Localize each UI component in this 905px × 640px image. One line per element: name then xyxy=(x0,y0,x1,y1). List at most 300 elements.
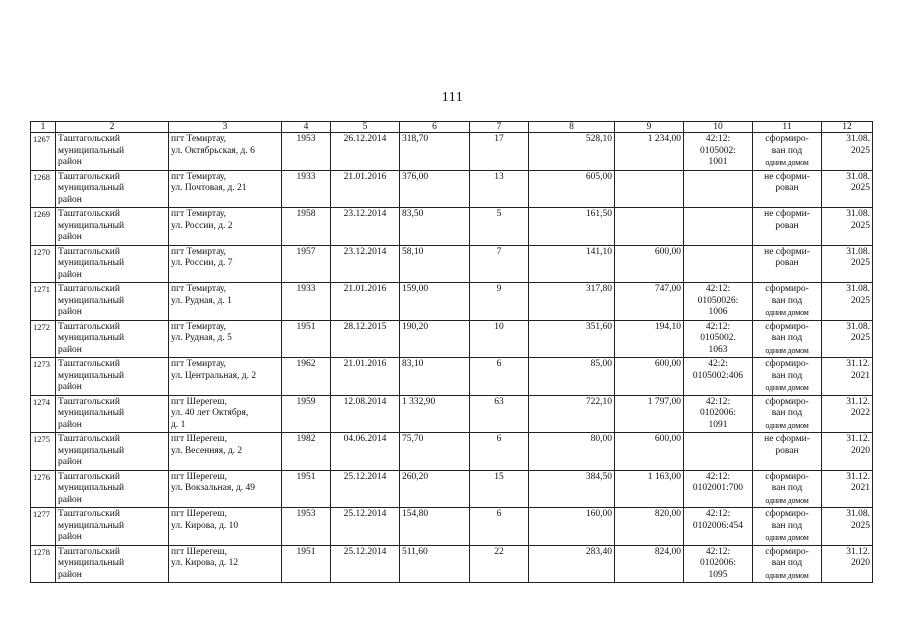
cadastral-number-cell xyxy=(684,395,753,433)
cadastral-number-cell-line: 1006 xyxy=(708,307,728,317)
land-status-cell-line: сформиро- xyxy=(765,509,809,519)
area-cell: 75,70 xyxy=(400,433,470,471)
district-cell-line: Таштагольский xyxy=(58,434,120,444)
land-status-cell-line: сформиро- xyxy=(765,321,809,332)
address-cell xyxy=(169,395,282,433)
district-cell xyxy=(56,470,169,508)
cadastral-number-cell-line: 0105002. xyxy=(700,333,736,343)
column-header-2: 2 xyxy=(56,122,169,133)
land-status-cell-line: ван под xyxy=(771,558,803,568)
land-status-cell-line: одним домом xyxy=(765,383,809,392)
total-area-cell: 80,00 xyxy=(529,433,615,471)
land-status-cell xyxy=(753,470,822,508)
district-cell-line: район xyxy=(58,494,82,505)
resettlement-term-cell-line: 31.08. xyxy=(846,134,870,144)
address-cell-line: ул. Октябрьская, д. 6 xyxy=(171,145,255,156)
address-cell-line: пгт Темиртау, xyxy=(171,359,227,369)
land-status-cell-line: рован xyxy=(775,183,799,193)
land-status-cell xyxy=(753,320,822,358)
table-row xyxy=(31,433,873,471)
resettlement-term-cell-line: 2021 xyxy=(851,483,870,493)
total-area-cell: 384,50 xyxy=(529,470,615,508)
address-cell-line: ул. Весенняя, д. 2 xyxy=(171,445,243,456)
row-number: 1272 xyxy=(31,320,56,358)
land-status-cell xyxy=(753,395,822,433)
address-cell-line: ул. Кирова, д. 10 xyxy=(171,520,239,531)
land-area-cell xyxy=(615,208,684,246)
residents-cell: 6 xyxy=(470,508,529,546)
recognition-date-cell: 12.08.2014 xyxy=(331,395,400,433)
table-row xyxy=(31,320,873,358)
resettlement-term-cell-line: 31.08. xyxy=(846,171,870,182)
land-area-cell: 600,00 xyxy=(615,358,684,396)
resettlement-term-cell-line: 2025 xyxy=(851,220,870,231)
land-area-cell: 820,00 xyxy=(615,508,684,546)
cadastral-number-cell-line: 42:12: xyxy=(705,321,731,332)
address-cell-line: пгт Темиртау, xyxy=(171,284,227,294)
land-status-cell-line: одним домом xyxy=(765,345,809,355)
land-status-cell-line: рован xyxy=(775,220,799,231)
district-cell-line: Таштагольский xyxy=(58,359,120,369)
residents-cell: 9 xyxy=(470,283,529,321)
land-area-cell: 600,00 xyxy=(615,433,684,471)
district-cell-line: муниципальный xyxy=(58,370,125,381)
district-cell-line: район xyxy=(58,532,82,542)
land-status-cell-line: сформиро- xyxy=(765,396,809,407)
resettlement-term-cell-line: 31.08. xyxy=(846,509,870,519)
cadastral-number-cell xyxy=(684,358,753,396)
land-status-cell-line: рован xyxy=(775,258,799,268)
address-cell-line: ул. Кирова, д. 12 xyxy=(171,558,239,568)
cadastral-number-cell-line: 0105002: xyxy=(700,145,736,156)
address-cell xyxy=(169,470,282,508)
district-cell xyxy=(56,545,169,583)
district-cell xyxy=(56,208,169,246)
cadastral-number-cell-line: 1063 xyxy=(708,344,728,355)
district-cell-line: район xyxy=(58,307,82,317)
year-built-cell: 1933 xyxy=(282,170,331,208)
district-cell-line: район xyxy=(58,382,82,392)
district-cell xyxy=(56,508,169,546)
recognition-date-cell: 25.12.2014 xyxy=(331,508,400,546)
cadastral-number-cell xyxy=(684,508,753,546)
recognition-date-cell: 26.12.2014 xyxy=(331,133,400,171)
area-cell: 83,10 xyxy=(400,358,470,396)
resettlement-term-cell xyxy=(822,395,873,433)
column-header-1: 1 xyxy=(31,122,56,133)
land-status-cell xyxy=(753,358,822,396)
land-status-cell xyxy=(753,170,822,208)
area-cell: 511,60 xyxy=(400,545,470,583)
district-cell-line: муниципальный xyxy=(58,445,125,456)
land-area-cell: 194,10 xyxy=(615,320,684,358)
land-status-cell-line: ван под xyxy=(771,483,803,493)
table-row xyxy=(31,545,873,583)
resettlement-term-cell-line: 2020 xyxy=(851,445,870,456)
district-cell-line: Таштагольский xyxy=(58,134,120,144)
district-cell-line: муниципальный xyxy=(58,295,125,306)
address-cell-line: д. 1 xyxy=(171,419,186,430)
land-status-cell-line: сформиро- xyxy=(765,359,809,369)
district-cell-line: район xyxy=(58,457,82,467)
resettlement-term-cell-line: 31.12. xyxy=(846,471,870,482)
resettlement-term-cell-line: 2025 xyxy=(851,295,870,306)
cadastral-number-cell xyxy=(684,208,753,246)
recognition-date-cell: 21.01.2016 xyxy=(331,283,400,321)
resettlement-term-cell xyxy=(822,133,873,171)
address-cell-line: ул. России, д. 2 xyxy=(171,220,233,231)
resettlement-term-cell xyxy=(822,545,873,583)
resettlement-term-cell-line: 2020 xyxy=(851,558,870,568)
total-area-cell: 722,10 xyxy=(529,395,615,433)
land-area-cell: 747,00 xyxy=(615,283,684,321)
cadastral-number-cell-line: 42:12: xyxy=(705,546,731,557)
area-cell: 83,50 xyxy=(400,208,470,246)
address-cell-line: пгт Темиртау, xyxy=(171,209,227,219)
year-built-cell: 1951 xyxy=(282,470,331,508)
residents-cell: 6 xyxy=(470,433,529,471)
cadastral-number-cell-line: 1001 xyxy=(708,157,728,167)
resettlement-term-cell xyxy=(822,283,873,321)
year-built-cell: 1958 xyxy=(282,208,331,246)
table-row xyxy=(31,170,873,208)
resettlement-term-cell-line: 2021 xyxy=(851,370,870,381)
land-status-cell xyxy=(753,545,822,583)
land-area-cell: 824,00 xyxy=(615,545,684,583)
cadastral-number-cell-line: 42:12: xyxy=(705,284,731,294)
district-cell xyxy=(56,320,169,358)
address-cell-line: пгт Темиртау, xyxy=(171,321,227,332)
resettlement-term-cell-line: 31.12. xyxy=(846,396,870,407)
table-row xyxy=(31,470,873,508)
address-cell xyxy=(169,545,282,583)
cadastral-number-cell xyxy=(684,170,753,208)
total-area-cell: 528,10 xyxy=(529,133,615,171)
column-header-9: 9 xyxy=(615,122,684,133)
district-cell-line: Таштагольский xyxy=(58,209,120,219)
column-header-11: 11 xyxy=(753,122,822,133)
address-cell xyxy=(169,508,282,546)
address-cell xyxy=(169,170,282,208)
district-cell-line: район xyxy=(58,569,82,580)
land-status-cell-line: одним домом xyxy=(765,533,809,542)
district-cell-line: муниципальный xyxy=(58,145,125,156)
land-status-cell xyxy=(753,508,822,546)
page-number: 111 xyxy=(441,90,464,105)
district-cell-line: Таштагольский xyxy=(58,321,120,332)
residents-cell: 15 xyxy=(470,470,529,508)
land-status-cell-line: одним домом xyxy=(765,158,809,167)
address-cell-line: ул. Вокзальная, д. 49 xyxy=(171,483,256,493)
residents-cell: 22 xyxy=(470,545,529,583)
land-status-cell-line: одним домом xyxy=(765,420,809,430)
table-row xyxy=(31,245,873,283)
recognition-date-cell: 23.12.2014 xyxy=(331,245,400,283)
land-status-cell xyxy=(753,208,822,246)
area-cell: 154,80 xyxy=(400,508,470,546)
total-area-cell: 351,60 xyxy=(529,320,615,358)
resettlement-term-cell-line: 2025 xyxy=(851,520,870,531)
district-cell-line: муниципальный xyxy=(58,220,125,231)
address-cell-line: пгт Темиртау, xyxy=(171,134,227,144)
address-cell-line: ул. Рудная, д. 5 xyxy=(171,333,232,343)
cadastral-number-cell-line: 0102006:454 xyxy=(692,520,744,531)
cadastral-number-cell-line: 42:12: xyxy=(705,134,731,144)
district-cell-line: район xyxy=(58,344,82,355)
resettlement-term-cell-line: 31.08. xyxy=(846,321,870,332)
column-header-12: 12 xyxy=(822,122,873,133)
table-row xyxy=(31,358,873,396)
resettlement-term-cell xyxy=(822,433,873,471)
resettlement-term-cell-line: 2025 xyxy=(851,183,870,193)
address-cell-line: ул. Почтовая, д. 21 xyxy=(171,183,247,193)
recognition-date-cell: 25.12.2014 xyxy=(331,470,400,508)
resettlement-term-cell-line: 2025 xyxy=(851,333,870,343)
district-cell xyxy=(56,395,169,433)
resettlement-term-cell xyxy=(822,208,873,246)
year-built-cell: 1982 xyxy=(282,433,331,471)
district-cell xyxy=(56,433,169,471)
district-cell-line: муниципальный xyxy=(58,258,125,268)
recognition-date-cell: 28.12.2015 xyxy=(331,320,400,358)
district-cell-line: муниципальный xyxy=(58,333,125,343)
land-status-cell xyxy=(753,433,822,471)
district-cell-line: Таштагольский xyxy=(58,246,120,257)
recognition-date-cell: 25.12.2014 xyxy=(331,545,400,583)
address-cell-line: пгт Шерегеш, xyxy=(171,434,227,444)
area-cell: 190,20 xyxy=(400,320,470,358)
column-header-6: 6 xyxy=(400,122,470,133)
resettlement-term-cell-line: 31.12. xyxy=(846,434,870,444)
cadastral-number-cell xyxy=(684,133,753,171)
district-cell-line: Таштагольский xyxy=(58,546,120,557)
resettlement-term-cell-line: 2025 xyxy=(851,145,870,156)
residents-cell: 10 xyxy=(470,320,529,358)
residents-cell: 13 xyxy=(470,170,529,208)
land-status-cell-line: сформиро- xyxy=(765,546,809,557)
row-number: 1274 xyxy=(31,395,56,433)
land-status-cell-line: сформиро- xyxy=(765,284,809,294)
recognition-date-cell: 04.06.2014 xyxy=(331,433,400,471)
total-area-cell: 161,50 xyxy=(529,208,615,246)
land-area-cell xyxy=(615,170,684,208)
year-built-cell: 1953 xyxy=(282,508,331,546)
land-status-cell-line: не сформи- xyxy=(764,246,810,257)
land-status-cell-line: не сформи- xyxy=(764,209,810,219)
cadastral-number-cell xyxy=(684,320,753,358)
table-row xyxy=(31,395,873,433)
district-cell-line: муниципальный xyxy=(58,520,125,531)
cadastral-number-cell-line: 0102006: xyxy=(700,558,736,568)
district-cell-line: Таштагольский xyxy=(58,509,120,519)
land-area-cell: 600,00 xyxy=(615,245,684,283)
land-status-cell-line: ван под xyxy=(771,370,803,381)
land-status-cell-line: одним домом xyxy=(765,570,809,580)
cadastral-number-cell-line: 42:12: xyxy=(705,471,731,482)
total-area-cell: 317,80 xyxy=(529,283,615,321)
district-cell-line: Таштагольский xyxy=(58,396,120,407)
year-built-cell: 1951 xyxy=(282,320,331,358)
residents-cell: 17 xyxy=(470,133,529,171)
recognition-date-cell: 21.01.2016 xyxy=(331,358,400,396)
cadastral-number-cell-line: 42:12: xyxy=(705,509,731,519)
row-number: 1276 xyxy=(31,470,56,508)
land-status-cell xyxy=(753,133,822,171)
resettlement-term-cell-line: 31.12. xyxy=(846,546,870,557)
district-cell-line: Таштагольский xyxy=(58,171,120,182)
row-number: 1277 xyxy=(31,508,56,546)
land-area-cell: 1 234,00 xyxy=(615,133,684,171)
land-status-cell-line: рован xyxy=(775,445,799,456)
residents-cell: 5 xyxy=(470,208,529,246)
address-cell-line: ул. 40 лет Октября, xyxy=(171,408,249,418)
district-cell xyxy=(56,283,169,321)
year-built-cell: 1962 xyxy=(282,358,331,396)
table-row xyxy=(31,508,873,546)
cadastral-number-cell xyxy=(684,245,753,283)
address-cell-line: ул. Рудная, д. 1 xyxy=(171,295,232,306)
cadastral-number-cell xyxy=(684,433,753,471)
resettlement-term-cell xyxy=(822,358,873,396)
address-cell-line: пгт Темиртау, xyxy=(171,246,227,257)
district-cell-line: Таштагольский xyxy=(58,284,120,294)
land-status-cell-line: не сформи- xyxy=(764,171,810,182)
land-status-cell-line: одним домом xyxy=(765,308,809,317)
address-cell xyxy=(169,208,282,246)
table-row xyxy=(31,208,873,246)
column-header-10: 10 xyxy=(684,122,753,133)
total-area-cell: 85,00 xyxy=(529,358,615,396)
resettlement-term-cell xyxy=(822,508,873,546)
row-number: 1273 xyxy=(31,358,56,396)
address-cell xyxy=(169,358,282,396)
land-area-cell: 1 163,00 xyxy=(615,470,684,508)
address-cell-line: ул. Центральная, д. 2 xyxy=(171,370,257,381)
cadastral-number-cell xyxy=(684,545,753,583)
column-header-5: 5 xyxy=(331,122,400,133)
resettlement-term-cell-line: 31.08. xyxy=(846,209,870,219)
area-cell: 58,10 xyxy=(400,245,470,283)
land-status-cell-line: не сформи- xyxy=(764,434,810,444)
cadastral-number-cell xyxy=(684,283,753,321)
housing-registry-table xyxy=(30,121,873,583)
address-cell xyxy=(169,433,282,471)
district-cell-line: муниципальный xyxy=(58,558,125,568)
total-area-cell: 283,40 xyxy=(529,545,615,583)
area-cell: 260,20 xyxy=(400,470,470,508)
district-cell-line: район xyxy=(58,232,82,242)
cadastral-number-cell-line: 0105002:406 xyxy=(692,370,744,381)
resettlement-term-cell xyxy=(822,320,873,358)
land-status-cell-line: ван под xyxy=(771,408,803,418)
row-number: 1267 xyxy=(31,133,56,171)
district-cell-line: район xyxy=(58,269,82,280)
year-built-cell: 1933 xyxy=(282,283,331,321)
row-number: 1268 xyxy=(31,170,56,208)
land-status-cell-line: сформиро- xyxy=(765,134,809,144)
table-body xyxy=(31,133,873,583)
land-area-cell: 1 797,00 xyxy=(615,395,684,433)
cadastral-number-cell-line: 0102001:700 xyxy=(692,483,744,493)
area-cell: 376,00 xyxy=(400,170,470,208)
district-cell-line: район xyxy=(58,157,82,167)
cadastral-number-cell xyxy=(684,470,753,508)
table-row xyxy=(31,133,873,171)
land-status-cell-line: ван под xyxy=(771,145,803,156)
district-cell xyxy=(56,358,169,396)
district-cell xyxy=(56,170,169,208)
address-cell-line: ул. России, д. 7 xyxy=(171,258,233,268)
land-status-cell xyxy=(753,283,822,321)
column-header-4: 4 xyxy=(282,122,331,133)
residents-cell: 63 xyxy=(470,395,529,433)
total-area-cell: 160,00 xyxy=(529,508,615,546)
row-number: 1270 xyxy=(31,245,56,283)
address-cell-line: пгт Шерегеш, xyxy=(171,396,227,407)
resettlement-term-cell-line: 2025 xyxy=(851,258,870,268)
land-status-cell xyxy=(753,245,822,283)
area-cell: 159,00 xyxy=(400,283,470,321)
header-row xyxy=(31,122,873,133)
district-cell xyxy=(56,133,169,171)
resettlement-term-cell xyxy=(822,245,873,283)
address-cell-line: пгт Шерегеш, xyxy=(171,546,227,557)
resettlement-term-cell-line: 31.08. xyxy=(846,284,870,294)
land-status-cell-line: сформиро- xyxy=(765,471,809,482)
address-cell xyxy=(169,133,282,171)
address-cell xyxy=(169,245,282,283)
year-built-cell: 1951 xyxy=(282,545,331,583)
resettlement-term-cell xyxy=(822,470,873,508)
column-header-8: 8 xyxy=(529,122,615,133)
district-cell-line: район xyxy=(58,194,82,205)
district-cell-line: муниципальный xyxy=(58,483,125,493)
column-header-7: 7 xyxy=(470,122,529,133)
address-cell-line: пгт Шерегеш, xyxy=(171,509,227,519)
residents-cell: 7 xyxy=(470,245,529,283)
land-status-cell-line: ван под xyxy=(771,520,803,531)
year-built-cell: 1957 xyxy=(282,245,331,283)
recognition-date-cell: 21.01.2016 xyxy=(331,170,400,208)
year-built-cell: 1953 xyxy=(282,133,331,171)
district-cell-line: Таштагольский xyxy=(58,471,120,482)
address-cell-line: пгт Темиртау, xyxy=(171,171,227,182)
address-cell-line: пгт Шерегеш, xyxy=(171,471,227,482)
area-cell: 318,70 xyxy=(400,133,470,171)
resettlement-term-cell-line: 2022 xyxy=(851,408,870,418)
total-area-cell: 141,10 xyxy=(529,245,615,283)
row-number: 1271 xyxy=(31,283,56,321)
column-header-3: 3 xyxy=(169,122,282,133)
district-cell xyxy=(56,245,169,283)
area-cell: 1 332,90 xyxy=(400,395,470,433)
address-cell xyxy=(169,320,282,358)
table-row xyxy=(31,283,873,321)
row-number: 1278 xyxy=(31,545,56,583)
cadastral-number-cell-line: 42:2: xyxy=(708,359,728,369)
residents-cell: 6 xyxy=(470,358,529,396)
cadastral-number-cell-line: 0102006: xyxy=(700,408,736,418)
recognition-date-cell: 23.12.2014 xyxy=(331,208,400,246)
row-number: 1275 xyxy=(31,433,56,471)
resettlement-term-cell-line: 31.08. xyxy=(846,246,870,257)
land-status-cell-line: одним домом xyxy=(765,495,809,505)
district-cell-line: район xyxy=(58,419,82,430)
resettlement-term-cell-line: 31.12. xyxy=(846,359,870,369)
total-area-cell: 605,00 xyxy=(529,170,615,208)
land-status-cell-line: ван под xyxy=(771,333,803,343)
district-cell-line: муниципальный xyxy=(58,408,125,418)
